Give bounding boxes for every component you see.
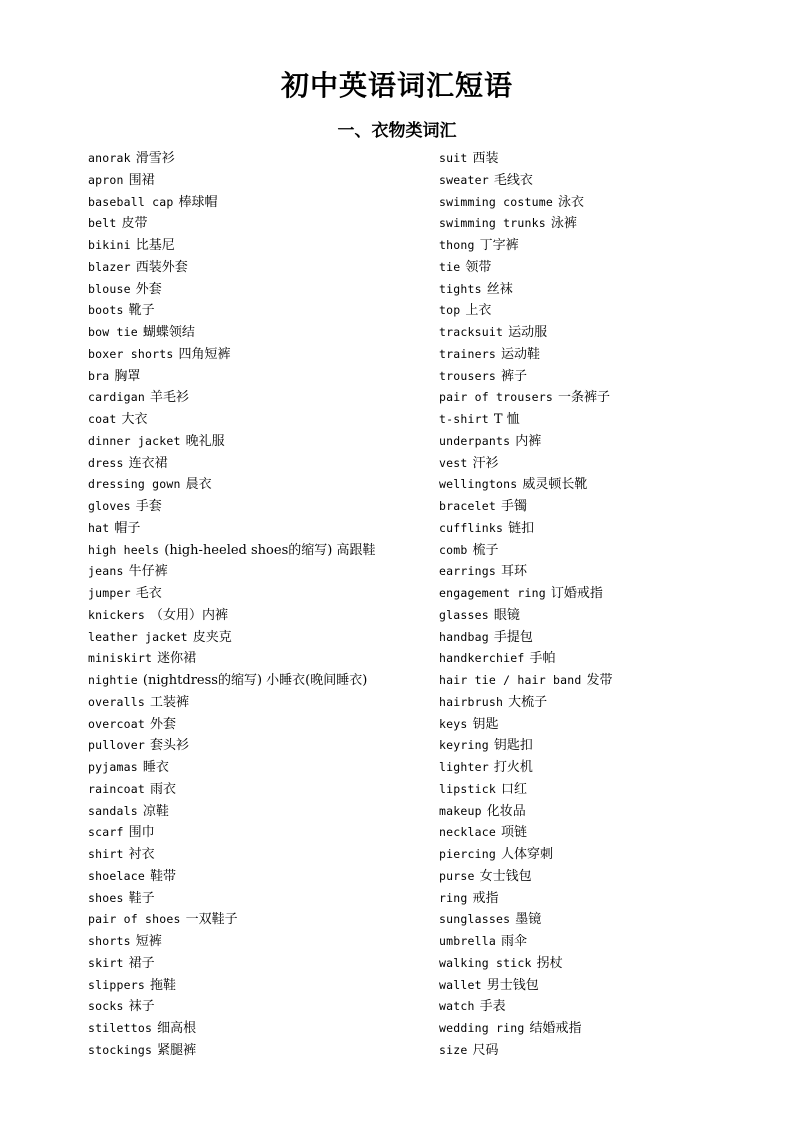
vocab-chinese: 手套 [135,499,162,514]
vocab-english: blazer [88,259,131,274]
vocab-english: keyring [439,738,489,753]
vocab-chinese: 雨伞 [501,934,528,949]
vocab-chinese: 手镯 [501,499,528,514]
vocab-english: skirt [88,955,124,970]
vocab-entry [439,322,769,344]
vocab-english: bikini [88,238,131,252]
vocab-english: bracelet [439,499,496,513]
vocab-entry [88,192,428,214]
vocab-entry [88,931,428,953]
vocab-english: swimming costume [439,194,553,209]
vocab-chinese: 毛线衣 [493,172,533,188]
vocab-english: necklace [439,825,496,840]
vocab-chinese: 鞋子 [128,890,155,906]
vocab-english: pullover [88,738,145,753]
vocab-chinese: 眼镜 [493,607,520,623]
vocab-chinese: 项链 [501,825,528,841]
vocab-entry [439,561,769,583]
vocab-english: stockings [88,1042,153,1057]
vocab-english: handkerchief [439,651,525,666]
vocab-english: sweater [439,172,489,187]
vocab-entry [439,518,769,540]
vocab-entry [439,735,769,757]
vocab-chinese: 鞋带 [150,868,177,884]
vocab-chinese: 人体穿刺 [501,847,554,862]
vocab-entry [88,583,428,605]
vocab-entry [88,714,428,736]
vocab-chinese: 围巾 [128,825,155,841]
vocab-chinese: 工装裤 [150,694,190,710]
vocab-english: knickers [88,607,145,622]
vocab-entry [439,627,769,649]
vocab-entry [88,670,428,692]
vocab-english: piercing [439,847,496,861]
vocab-chinese: 连衣裙 [128,455,168,471]
vocab-chinese: 棒球帽 [178,194,218,210]
vocab-english: dressing gown [88,477,181,492]
vocab-entry [88,540,428,562]
vocab-english: top [439,303,461,318]
vocab-entry [88,561,428,583]
vocab-chinese: 围裙 [128,172,155,188]
vocab-entry [88,300,428,322]
vocab-english: shoelace [88,868,145,883]
vocab-english: keys [439,716,468,731]
vocab-entry [88,953,428,975]
vocab-english: gloves [88,499,131,513]
vocab-entry [88,757,428,779]
vocab-entry [439,387,769,409]
vocab-chinese: 钥匙 [472,716,499,732]
vocab-english: bow tie [88,325,138,339]
vocab-english: shirt [88,847,124,861]
vocab-chinese: 皮夹克 [192,629,232,645]
vocab-english: stilettos [88,1021,153,1035]
vocab-chinese: 大梳子 [508,694,548,710]
vocab-chinese: 梳子 [472,542,499,558]
vocab-chinese: 手表 [479,999,506,1015]
vocab-entry [88,431,428,453]
vocab-entry [439,714,769,736]
vocab-entry [439,844,769,866]
vocab-english: bra [88,368,110,383]
vocab-chinese: 羊毛衫 [150,390,190,406]
vocab-english: wallet [439,977,482,992]
vocab-chinese: 外套 [135,281,162,297]
vocab-entry [439,822,769,844]
vocab-english: boots [88,303,124,318]
vocab-entry [439,192,769,214]
vocab-entry [88,1040,428,1062]
vocab-english: cardigan [88,390,145,405]
vocab-entry [88,801,428,823]
vocab-english: coat [88,412,117,426]
vocab-chinese: 西装外套 [135,259,188,275]
vocab-entry [88,888,428,910]
vocab-entry [88,387,428,409]
vocab-english: cufflinks [439,520,504,535]
vocab-english: overcoat [88,716,145,731]
vocab-english: engagement ring [439,586,546,600]
vocab-english: sandals [88,803,138,818]
vocab-entry [439,453,769,475]
vocab-chinese: 耳环 [501,564,528,580]
vocab-chinese: 牛仔裤 [128,564,168,580]
vocab-english: sunglasses [439,912,511,927]
vocab-chinese: 套头衫 [150,738,190,754]
vocab-english: walking stick [439,955,532,970]
vocab-entry [88,257,428,279]
vocab-entry [439,279,769,301]
vocab-english: trainers [439,346,496,361]
vocab-chinese: 大衣 [121,412,148,427]
vocab-chinese: 墨镜 [515,912,542,928]
vocab-english: size [439,1042,468,1057]
vocab-english: watch [439,999,475,1014]
vocab-chinese: 短裤 [135,934,162,949]
vocab-english: leather jacket [88,629,188,644]
vocab-english: overalls [88,694,145,709]
vocab-english: makeup [439,803,482,818]
vocab-chinese: 上衣 [465,303,492,319]
vocab-entry [88,148,428,170]
vocab-chinese: 外套 [150,716,177,732]
vocab-english: hairbrush [439,694,504,709]
vocab-chinese: 一条裤子 [557,390,610,406]
vocab-chinese: 拖鞋 [150,977,177,993]
vocab-chinese: 戒指 [472,890,499,906]
vocab-chinese: 紧腿裤 [157,1042,197,1058]
vocab-entry [439,257,769,279]
vocab-chinese: 手提包 [493,629,533,645]
vocab-english: glasses [439,607,489,622]
vocab-english: thong [439,238,475,252]
vocab-english: purse [439,868,475,883]
vocab-entry [439,909,769,931]
vocab-entry [88,213,428,235]
vocab-chinese: 雨衣 [150,781,177,797]
vocab-english: hat [88,520,110,535]
vocab-entry [439,474,769,496]
vocab-english: pyjamas [88,760,138,774]
vocab-entry [439,170,769,192]
vocab-english: ring [439,890,468,905]
vocab-chinese: 泳衣 [557,194,584,210]
vocab-chinese: 化妆品 [486,803,526,819]
vocab-english: tights [439,281,482,296]
vocab-entry [88,605,428,627]
vocab-chinese: 手帕 [529,651,556,667]
vocab-chinese: 丁字裤 [479,238,519,253]
vocab-english: tie [439,259,461,274]
vocab-english: apron [88,172,124,187]
vocab-english: lighter [439,760,489,774]
vocab-english: suit [439,151,468,165]
vocabulary-column-left [88,148,428,1062]
vocab-entry [439,757,769,779]
vocab-chinese: 毛衣 [135,586,162,601]
vocab-entry [439,235,769,257]
vocab-entry [439,931,769,953]
vocab-chinese: 晚礼服 [185,433,225,449]
vocab-english: umbrella [439,934,496,948]
vocab-entry [439,300,769,322]
vocab-entry [439,344,769,366]
vocab-chinese: 衬衣 [128,847,155,862]
vocab-chinese: 威灵顿长靴 [522,477,588,493]
vocab-english: handbag [439,629,489,644]
vocab-english: earrings [439,564,496,579]
vocab-entry [439,996,769,1018]
vocab-english: dinner jacket [88,433,181,448]
vocab-entry [88,344,428,366]
vocab-chinese: 一双鞋子 [185,912,238,928]
vocab-chinese: 女士钱包 [479,868,532,884]
vocab-entry [439,366,769,388]
vocab-chinese: 尺码 [472,1042,499,1058]
vocab-entry [88,627,428,649]
vocab-entry [439,975,769,997]
vocab-entry [439,670,769,692]
vocab-entry [439,431,769,453]
vocab-chinese: 晨衣 [185,477,212,493]
vocab-entry [88,1018,428,1040]
vocab-chinese: 男士钱包 [486,977,539,993]
vocab-chinese: 靴子 [128,303,155,319]
vocabulary-column-right [439,148,769,1062]
vocab-entry [88,648,428,670]
vocab-chinese: 钥匙扣 [493,738,533,754]
vocab-entry [88,170,428,192]
vocab-entry [88,866,428,888]
vocab-chinese: 订婚戒指 [550,586,603,601]
vocab-chinese: 西装 [472,151,499,166]
vocab-entry [88,779,428,801]
vocab-entry [439,1018,769,1040]
vocab-chinese: 内裤 [515,433,542,449]
vocab-chinese: 袜子 [128,999,155,1015]
vocab-entry [88,279,428,301]
vocab-entry [439,496,769,518]
vocab-english: socks [88,999,124,1014]
vocab-entry [439,583,769,605]
vocab-entry [88,909,428,931]
vocab-chinese: 帽子 [114,520,141,536]
vocab-chinese: 裤子 [501,368,528,384]
vocab-chinese: 丝袜 [486,281,513,297]
vocab-chinese: (high-heeled shoes的缩写) 高跟鞋 [164,542,376,558]
vocab-entry [88,996,428,1018]
vocab-english: lipstick [439,781,496,796]
vocab-english: jeans [88,564,124,579]
vocab-chinese: 比基尼 [135,238,175,253]
vocab-english: t-shirt [439,412,489,426]
vocab-entry [439,692,769,714]
vocab-chinese: 链扣 [508,520,535,536]
vocab-english: jumper [88,586,131,600]
vocab-chinese: 结婚戒指 [529,1021,582,1036]
vocab-english: nightie [88,673,138,687]
vocab-english: dress [88,455,124,470]
vocab-entry [88,366,428,388]
vocab-chinese: T 恤 [493,412,520,427]
vocab-entry [439,540,769,562]
vocab-english: hair tie / hair band [439,673,582,687]
vocab-entry [88,453,428,475]
vocab-entry [88,518,428,540]
vocab-chinese: 裙子 [128,955,155,971]
vocab-chinese: 四角短裤 [178,346,231,362]
vocab-english: boxer shorts [88,346,174,361]
vocab-english: slippers [88,977,145,992]
vocab-entry [88,692,428,714]
section-heading: 一、衣物类词汇 [337,121,457,141]
vocab-entry [439,148,769,170]
vocab-chinese: 迷你裙 [157,651,197,667]
vocab-chinese: 泳裤 [550,216,577,232]
vocab-entry [439,779,769,801]
vocab-chinese: 运动服 [508,325,548,340]
vocab-entry [439,1040,769,1062]
page-title: 初中英语词汇短语 [280,69,513,102]
vocab-entry [439,605,769,627]
vocab-english: miniskirt [88,651,153,666]
vocab-english: shoes [88,890,124,905]
vocab-english: swimming trunks [439,216,546,231]
vocab-entry [88,822,428,844]
vocab-chinese: 汗衫 [472,455,499,471]
vocab-entry [88,496,428,518]
vocab-english: scarf [88,825,124,840]
vocab-entry [88,409,428,431]
vocab-english: underpants [439,433,511,448]
vocab-entry [88,844,428,866]
vocab-chinese: 滑雪衫 [135,151,175,166]
vocab-english: tracksuit [439,325,504,339]
vocab-english: trousers [439,368,496,383]
vocab-chinese: 打火机 [493,760,533,775]
vocab-chinese: 发带 [586,673,613,688]
vocab-entry [439,648,769,670]
vocab-english: comb [439,542,468,557]
vocab-chinese: 蝴蝶领结 [142,325,195,340]
vocab-chinese: (nightdress的缩写) 小睡衣(晚间睡衣) [142,673,368,688]
vocab-english: pair of shoes [88,912,181,927]
vocab-entry [439,213,769,235]
vocab-chinese: 皮带 [121,216,148,232]
vocab-english: anorak [88,151,131,165]
vocab-entry [439,866,769,888]
vocab-english: raincoat [88,781,145,796]
vocab-english: high heels [88,542,160,557]
vocab-entry [88,235,428,257]
vocab-chinese: 领带 [465,259,492,275]
vocab-chinese: 细高根 [157,1021,197,1036]
vocab-entry [88,735,428,757]
vocab-chinese: （女用）内裤 [150,607,229,623]
vocab-chinese: 胸罩 [114,368,141,384]
vocab-entry [88,474,428,496]
vocab-chinese: 拐杖 [536,955,563,971]
vocab-english: wedding ring [439,1021,525,1035]
vocab-english: wellingtons [439,477,518,492]
vocab-chinese: 运动鞋 [501,346,541,362]
vocab-english: pair of trousers [439,390,553,405]
vocab-entry [88,322,428,344]
vocab-chinese: 凉鞋 [142,803,169,819]
vocab-entry [439,888,769,910]
vocab-english: baseball cap [88,194,174,209]
vocab-english: blouse [88,281,131,296]
vocab-entry [439,801,769,823]
vocab-chinese: 口红 [501,781,528,797]
vocab-entry [439,409,769,431]
vocab-english: shorts [88,934,131,948]
vocab-english: belt [88,216,117,231]
vocab-english: vest [439,455,468,470]
vocab-entry [88,975,428,997]
vocab-chinese: 睡衣 [142,760,169,775]
vocab-entry [439,953,769,975]
